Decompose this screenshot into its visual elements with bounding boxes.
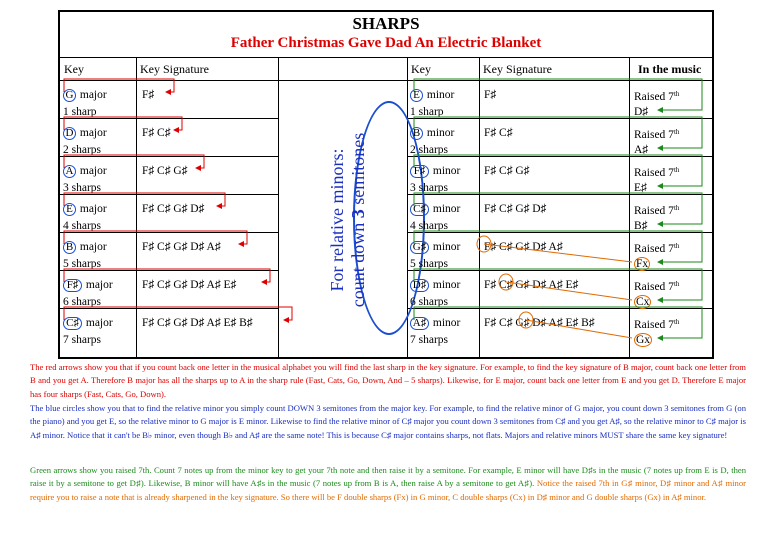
key-signature: F♯ C♯ <box>142 127 171 139</box>
divider <box>407 232 712 233</box>
relative-key-circle: G <box>63 89 76 102</box>
minor-key-name <box>410 202 460 216</box>
key-signature: F♯ C♯ G♯ D♯ A♯ E♯ <box>484 279 579 291</box>
major-key-name <box>63 202 107 216</box>
raised-note-value: D♯ <box>634 106 649 118</box>
sharp-count: 7 sharps <box>410 334 449 346</box>
major-label: major <box>77 127 107 139</box>
key-signature: F♯ C♯ G♯ <box>142 165 188 177</box>
relative-key-circle: G♯ <box>410 241 429 254</box>
raised-note <box>634 181 647 195</box>
sharp-count: 6 sharps <box>410 296 449 308</box>
minor-key-name <box>410 126 454 140</box>
raised-note-value: A♯ <box>634 144 649 156</box>
ordinal-suffix: th <box>673 90 680 98</box>
divider <box>407 156 712 157</box>
sharp-count: 1 sharp <box>63 106 97 118</box>
ordinal-suffix: th <box>673 242 680 250</box>
relative-key-circle: C♯ <box>63 317 82 330</box>
raised-note <box>634 105 648 119</box>
raised-seventh <box>634 201 679 218</box>
ordinal-suffix: th <box>673 318 680 326</box>
relative-key-circle: C♯ <box>410 203 429 216</box>
header-key-signature-right: Key Signature <box>483 62 552 76</box>
relative-minor-line1: For relative minors: <box>327 148 347 292</box>
raised-note-value: B♯ <box>634 220 648 232</box>
line2-prefix: count down <box>348 218 368 308</box>
blue-circle-explanation: The blue circles show you that to find the relative minor you simply count DOWN 3 semitones from the major key. For example, to find the relative minor of G major, you count down 3 semitones from G (on the piano) and you get E, so the relative minor to G major is E minor. Likewise to find the relative minor of C♯ major you count down 3 semitones from C♯ and you get A♯, so the relative minor to C♯ major is A♯ minor. Notice that it can't be B♭ minor, even though B♭ and A♯ are the same note! This is because C♯ major contains sharps, not flats. Majors and relative minors MUST share the same key signature! <box>30 403 747 440</box>
relative-key-circle: A♯ <box>410 317 429 330</box>
minor-label: minor <box>430 279 461 291</box>
semitone-count: 3 <box>348 209 368 219</box>
minor-key-name <box>410 164 460 178</box>
sharp-count: 7 sharps <box>63 334 102 346</box>
raised-note-value: E♯ <box>634 182 647 194</box>
key-signature: F♯ C♯ G♯ D♯ A♯ <box>484 241 563 253</box>
relative-key-circle: A <box>63 165 76 178</box>
minor-key-name <box>410 88 454 102</box>
key-signature: F♯ C♯ <box>484 127 513 139</box>
raised-label: Raised 7 <box>634 129 674 141</box>
sharp-count: 2 sharps <box>410 144 449 156</box>
raised-label: Raised 7 <box>634 167 674 179</box>
sharps-chart <box>58 10 714 359</box>
mnemonic-subtitle: Father Christmas Gave Dad An Electric Blanket <box>230 35 542 51</box>
major-key-name <box>63 164 107 178</box>
sharp-count: 5 sharps <box>63 258 102 270</box>
key-signature: F♯ C♯ G♯ D♯ <box>142 203 205 215</box>
major-label: major <box>77 89 107 101</box>
relative-key-circle: F♯ <box>63 279 82 292</box>
minor-key-name <box>410 278 460 292</box>
header-key-right: Key <box>411 62 431 76</box>
raised-note <box>634 295 651 309</box>
column-divider <box>479 57 480 359</box>
major-key-name <box>63 126 107 140</box>
raised-seventh <box>634 163 679 180</box>
raised-label: Raised 7 <box>634 243 674 255</box>
red-arrow-explanation: The red arrows show you that if you count back one letter in the musical alphabet you will find the last sharp in the key signature. For example, to find the key signature of B major, count back one letter from B and you get A. Therefore B major has all the sharps up to A in the sharp rule (Fast, Cats, Go, Down, And – 5 sharps). Likewise, for E major, count back one letter from E and you get D. Therefore E major has four sharps (Fast, Cats, Go, Down). <box>30 362 746 399</box>
divider <box>407 118 712 119</box>
relative-key-circle: F♯ <box>410 165 429 178</box>
major-label: major <box>83 279 113 291</box>
relative-key-circle: D♯ <box>410 279 429 292</box>
double-sharp-text: Notice the raised 7th in G♯ minor, D♯ minor and A♯ minor require you to raise a note that is already sharpened in the key signature. So there will be F double sharps (Fx) in G minor, C double sharps (Cx) in D♯ minor and G double sharps (Gx) in A♯ minor. <box>30 478 746 502</box>
sharp-count: 4 sharps <box>410 220 449 232</box>
key-signature: F♯ <box>484 89 497 101</box>
ordinal-suffix: th <box>673 204 680 212</box>
raised-label: Raised 7 <box>634 205 674 217</box>
raised-note <box>634 333 652 347</box>
raised-seventh-explanation <box>30 464 746 504</box>
raised-seventh <box>634 239 679 256</box>
divider <box>60 80 712 81</box>
raised-label: Raised 7 <box>634 319 674 331</box>
page-title: SHARPS <box>352 14 420 33</box>
minor-label: minor <box>430 203 461 215</box>
raised-seventh <box>634 277 679 294</box>
sharp-count: 3 sharps <box>63 182 102 194</box>
relative-key-circle: B <box>63 241 76 254</box>
ordinal-suffix: th <box>673 166 680 174</box>
sharp-count: 4 sharps <box>63 220 102 232</box>
raised-seventh <box>634 87 679 104</box>
relative-key-circle: E <box>63 203 76 216</box>
sharp-count: 2 sharps <box>63 144 102 156</box>
sharp-count: 3 sharps <box>410 182 449 194</box>
key-signature: F♯ <box>142 89 155 101</box>
line2-suffix: semitones <box>348 132 368 210</box>
key-signature: F♯ C♯ G♯ D♯ A♯ <box>142 241 221 253</box>
minor-label: minor <box>430 241 461 253</box>
major-key-name <box>63 278 113 292</box>
divider <box>407 308 712 309</box>
ordinal-suffix: th <box>673 280 680 288</box>
header-key: Key <box>64 62 84 76</box>
column-divider <box>136 57 137 359</box>
relative-key-circle: D <box>63 127 76 140</box>
sharp-count: 6 sharps <box>63 296 102 308</box>
sharp-count: 5 sharps <box>410 258 449 270</box>
raised-note <box>634 219 647 233</box>
raised-label: Raised 7 <box>634 281 674 293</box>
major-key-name <box>63 316 113 330</box>
minor-label: minor <box>424 127 455 139</box>
raised-note <box>634 257 650 271</box>
ordinal-suffix: th <box>673 128 680 136</box>
column-divider <box>629 57 630 359</box>
relative-key-circle: E <box>410 89 423 102</box>
key-signature: F♯ C♯ G♯ D♯ A♯ E♯ B♯ <box>142 317 253 329</box>
divider <box>60 57 712 58</box>
minor-label: minor <box>430 317 461 329</box>
header-in-the-music: In the music <box>638 62 702 76</box>
raised-note-value: Gx <box>636 334 651 346</box>
key-signature: F♯ C♯ G♯ D♯ A♯ E♯ <box>142 279 237 291</box>
raised-seventh <box>634 125 679 142</box>
relative-key-circle: B <box>410 127 423 140</box>
raised-label: Raised 7 <box>634 91 674 103</box>
major-label: major <box>83 317 113 329</box>
green-arrow-text: Green arrows show you raised 7th. Count 7 notes up from the minor key to get your 7th note and then raise it by a semitone. For example, E minor will have D♯s in the music (7 notes up from E is D, then raise it by a semitone to get D♯). Likewise, B minor will have A♯s in the music (7 notes up from B is A, then raise A by a semitone to get A♯). <box>30 465 746 489</box>
key-signature: F♯ C♯ G♯ D♯ A♯ E♯ B♯ <box>484 317 595 329</box>
header-key-signature: Key Signature <box>140 62 209 76</box>
raised-note <box>634 143 648 157</box>
minor-label: minor <box>430 165 461 177</box>
major-label: major <box>77 203 107 215</box>
major-label: major <box>77 165 107 177</box>
major-key-name <box>63 88 107 102</box>
raised-note-value: Fx <box>636 258 649 270</box>
key-signature: F♯ C♯ G♯ <box>484 165 530 177</box>
divider <box>407 194 712 195</box>
divider <box>407 270 712 271</box>
major-label: major <box>77 241 107 253</box>
relative-minor-line2 <box>348 110 369 330</box>
key-signature: F♯ C♯ G♯ D♯ <box>484 203 547 215</box>
minor-label: minor <box>424 89 455 101</box>
minor-key-name <box>410 240 460 254</box>
raised-note-value: Cx <box>636 296 650 308</box>
major-key-name <box>63 240 107 254</box>
sharp-count: 1 sharp <box>410 106 444 118</box>
minor-key-name <box>410 316 460 330</box>
raised-seventh <box>634 315 679 332</box>
column-divider <box>278 57 279 359</box>
